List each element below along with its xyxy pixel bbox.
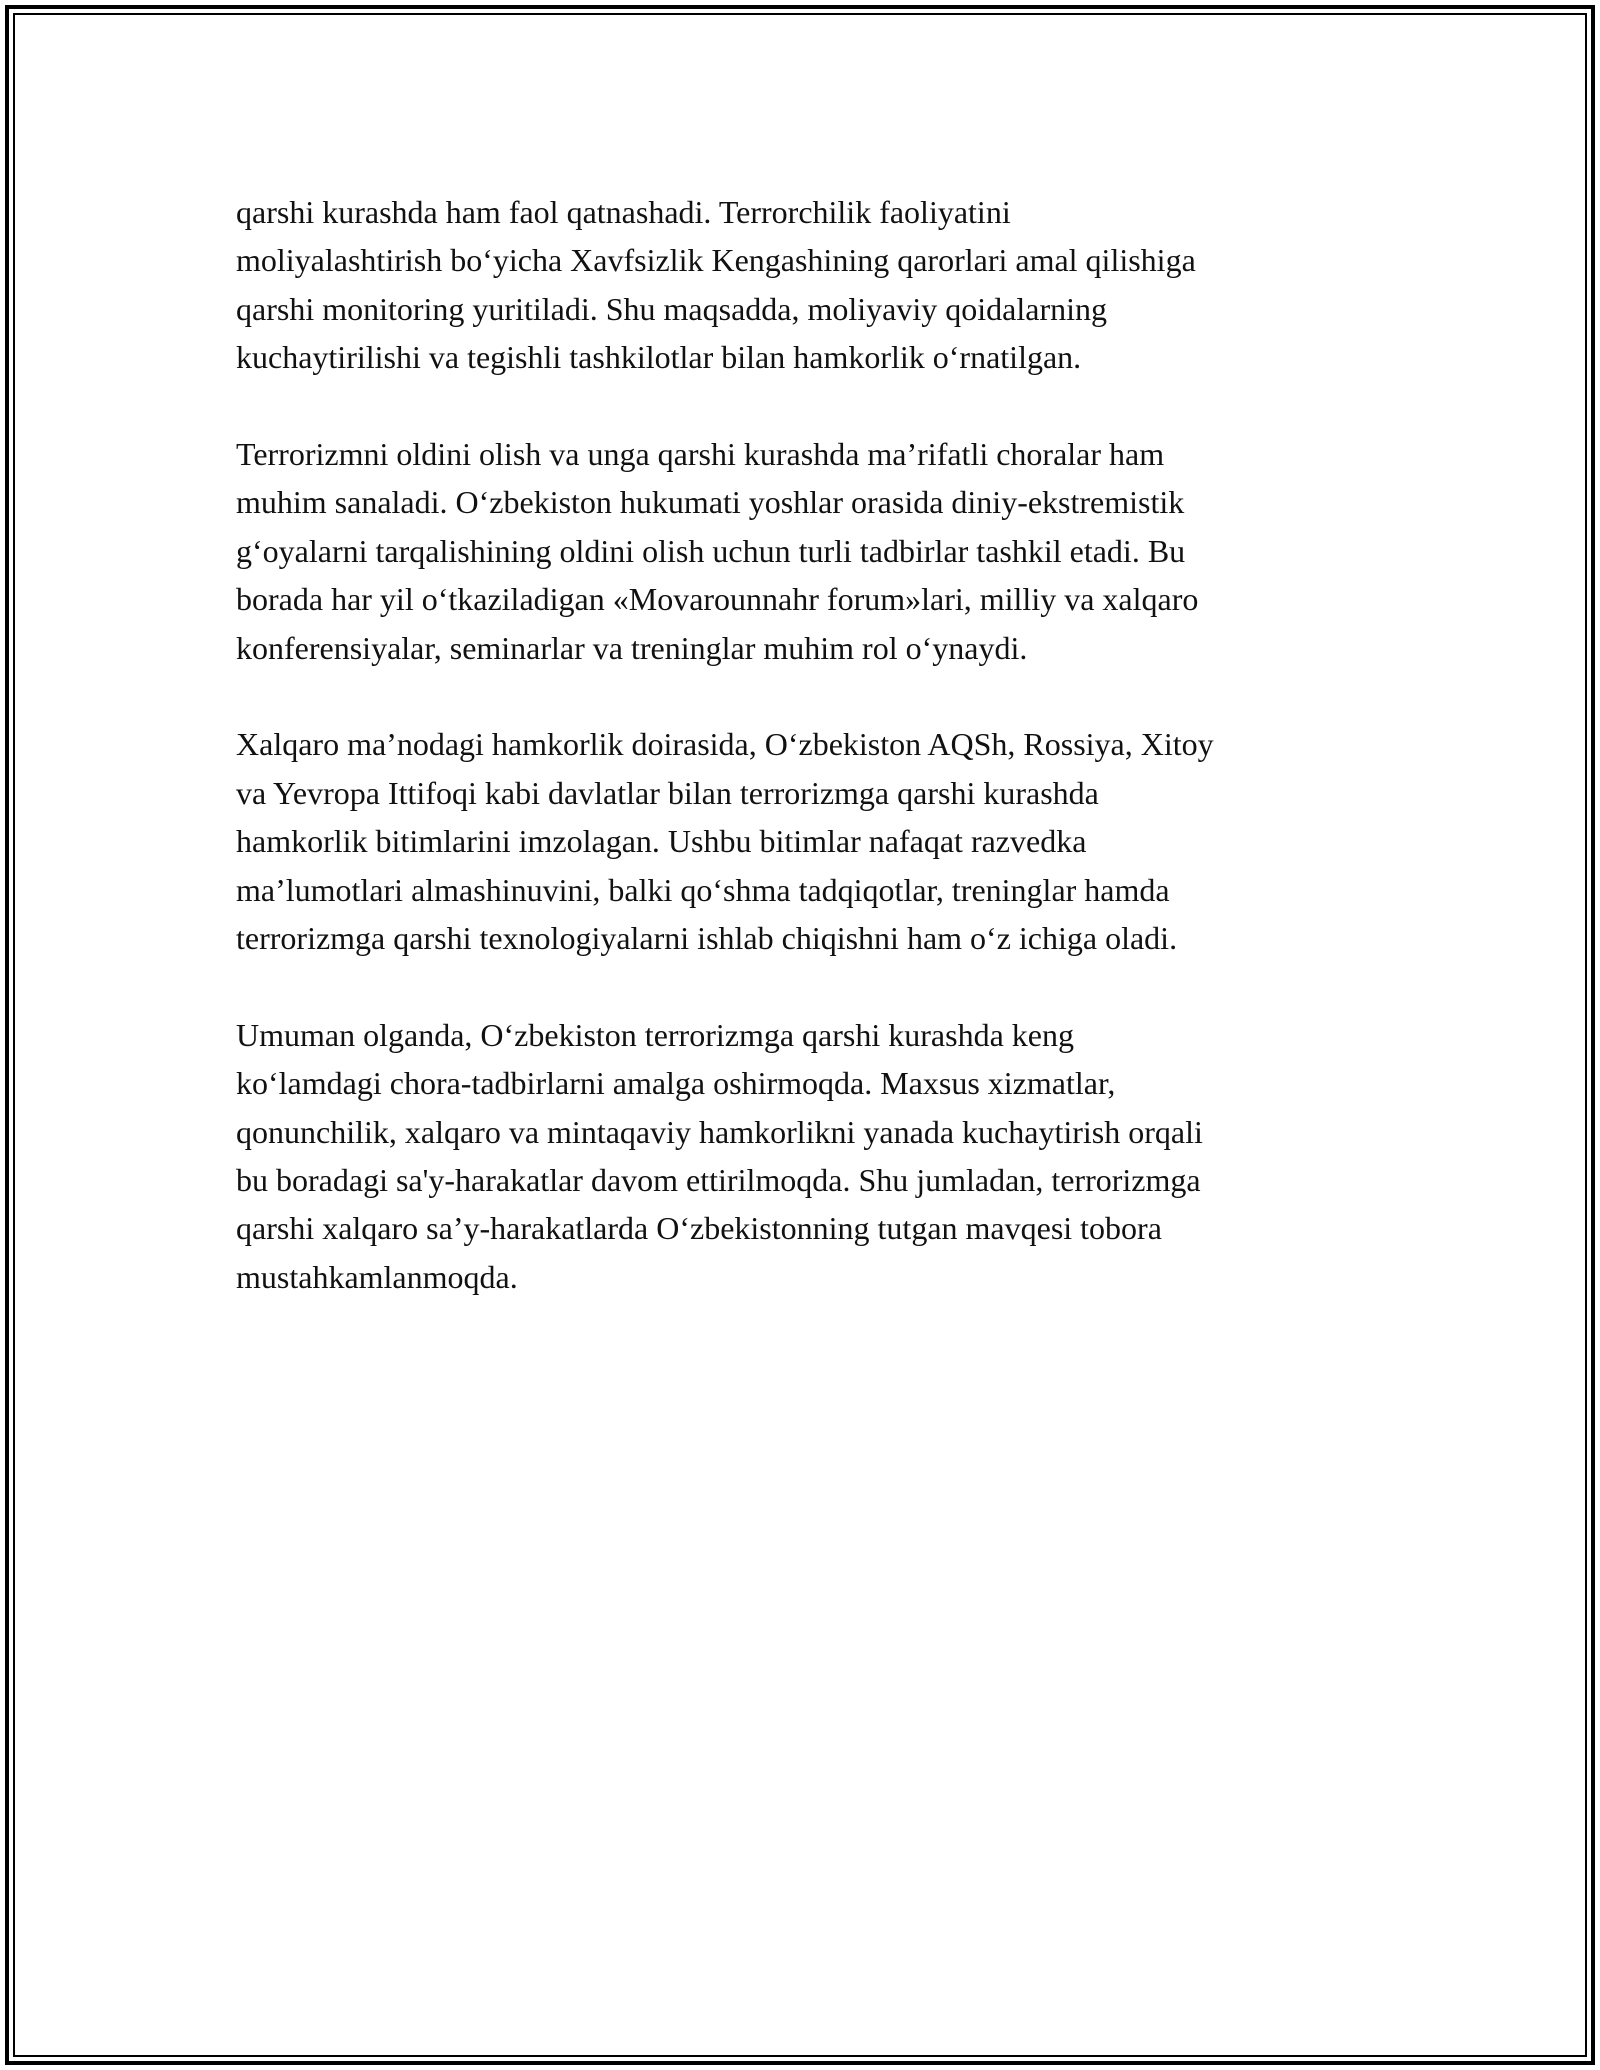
paragraph-3: Xalqaro ma’nodagi hamkorlik doirasida, O‘zbekiston AQSh, Rossiya, Xitoy va Yevropa Ittifoqi kabi davlatlar bilan terrorizmga qarshi kurashda hamkorlik bitimlarini imzolagan. Ushbu bitimlar nafaqat razvedka ma’lumotlari almashinuvini, balki qo‘shma tadqiqotlar, treninglar hamda terrorizmga qarshi texnologiyalarni ishlab chiqishni ham o‘z ichiga oladi. (236, 726, 1214, 957)
paragraph-1: qarshi kurashda ham faol qatnashadi. Terrorchilik faoliyatini moliyalashtirish bo‘yicha Xavfsizlik Kengashining qarorlari amal qilishiga qarshi monitoring yuritiladi. Shu maqsadda, moliyaviy qoidalarning kuchaytirilishi va tegishli tashkilotlar bilan hamkorlik o‘rnatilgan. (236, 194, 1196, 376)
document-body (236, 188, 1386, 1350)
paragraph-2: Terrorizmni oldini olish va unga qarshi kurashda ma’rifatli choralar ham muhim sanaladi. O‘zbekiston hukumati yoshlar orasida diniy-ekstremistik g‘oyalarni tarqalishining oldini olish uchun turli tadbirlar tashkil etadi. Bu borada har yil o‘tkaziladigan «Movarounnahr forum»lari, milliy va xalqaro konferensiyalar, seminarlar va treninglar muhim rol o‘ynaydi. (236, 436, 1199, 666)
paragraph-4: Umuman olganda, O‘zbekiston terrorizmga qarshi kurashda keng ko‘lamdagi chora-tadbirlarni amalga oshirmoqda. Maxsus xizmatlar, qonunchilik, xalqaro va mintaqaviy hamkorlikni yanada kuchaytirish orqali bu boradagi sa'y-harakatlar davom ettirilmoqda. Shu jumladan, terrorizmga qarshi xalqaro sa’y-harakatlarda O‘zbekistonning tutgan mavqesi tobora mustahkamlanmoqda. (236, 1016, 1203, 1295)
